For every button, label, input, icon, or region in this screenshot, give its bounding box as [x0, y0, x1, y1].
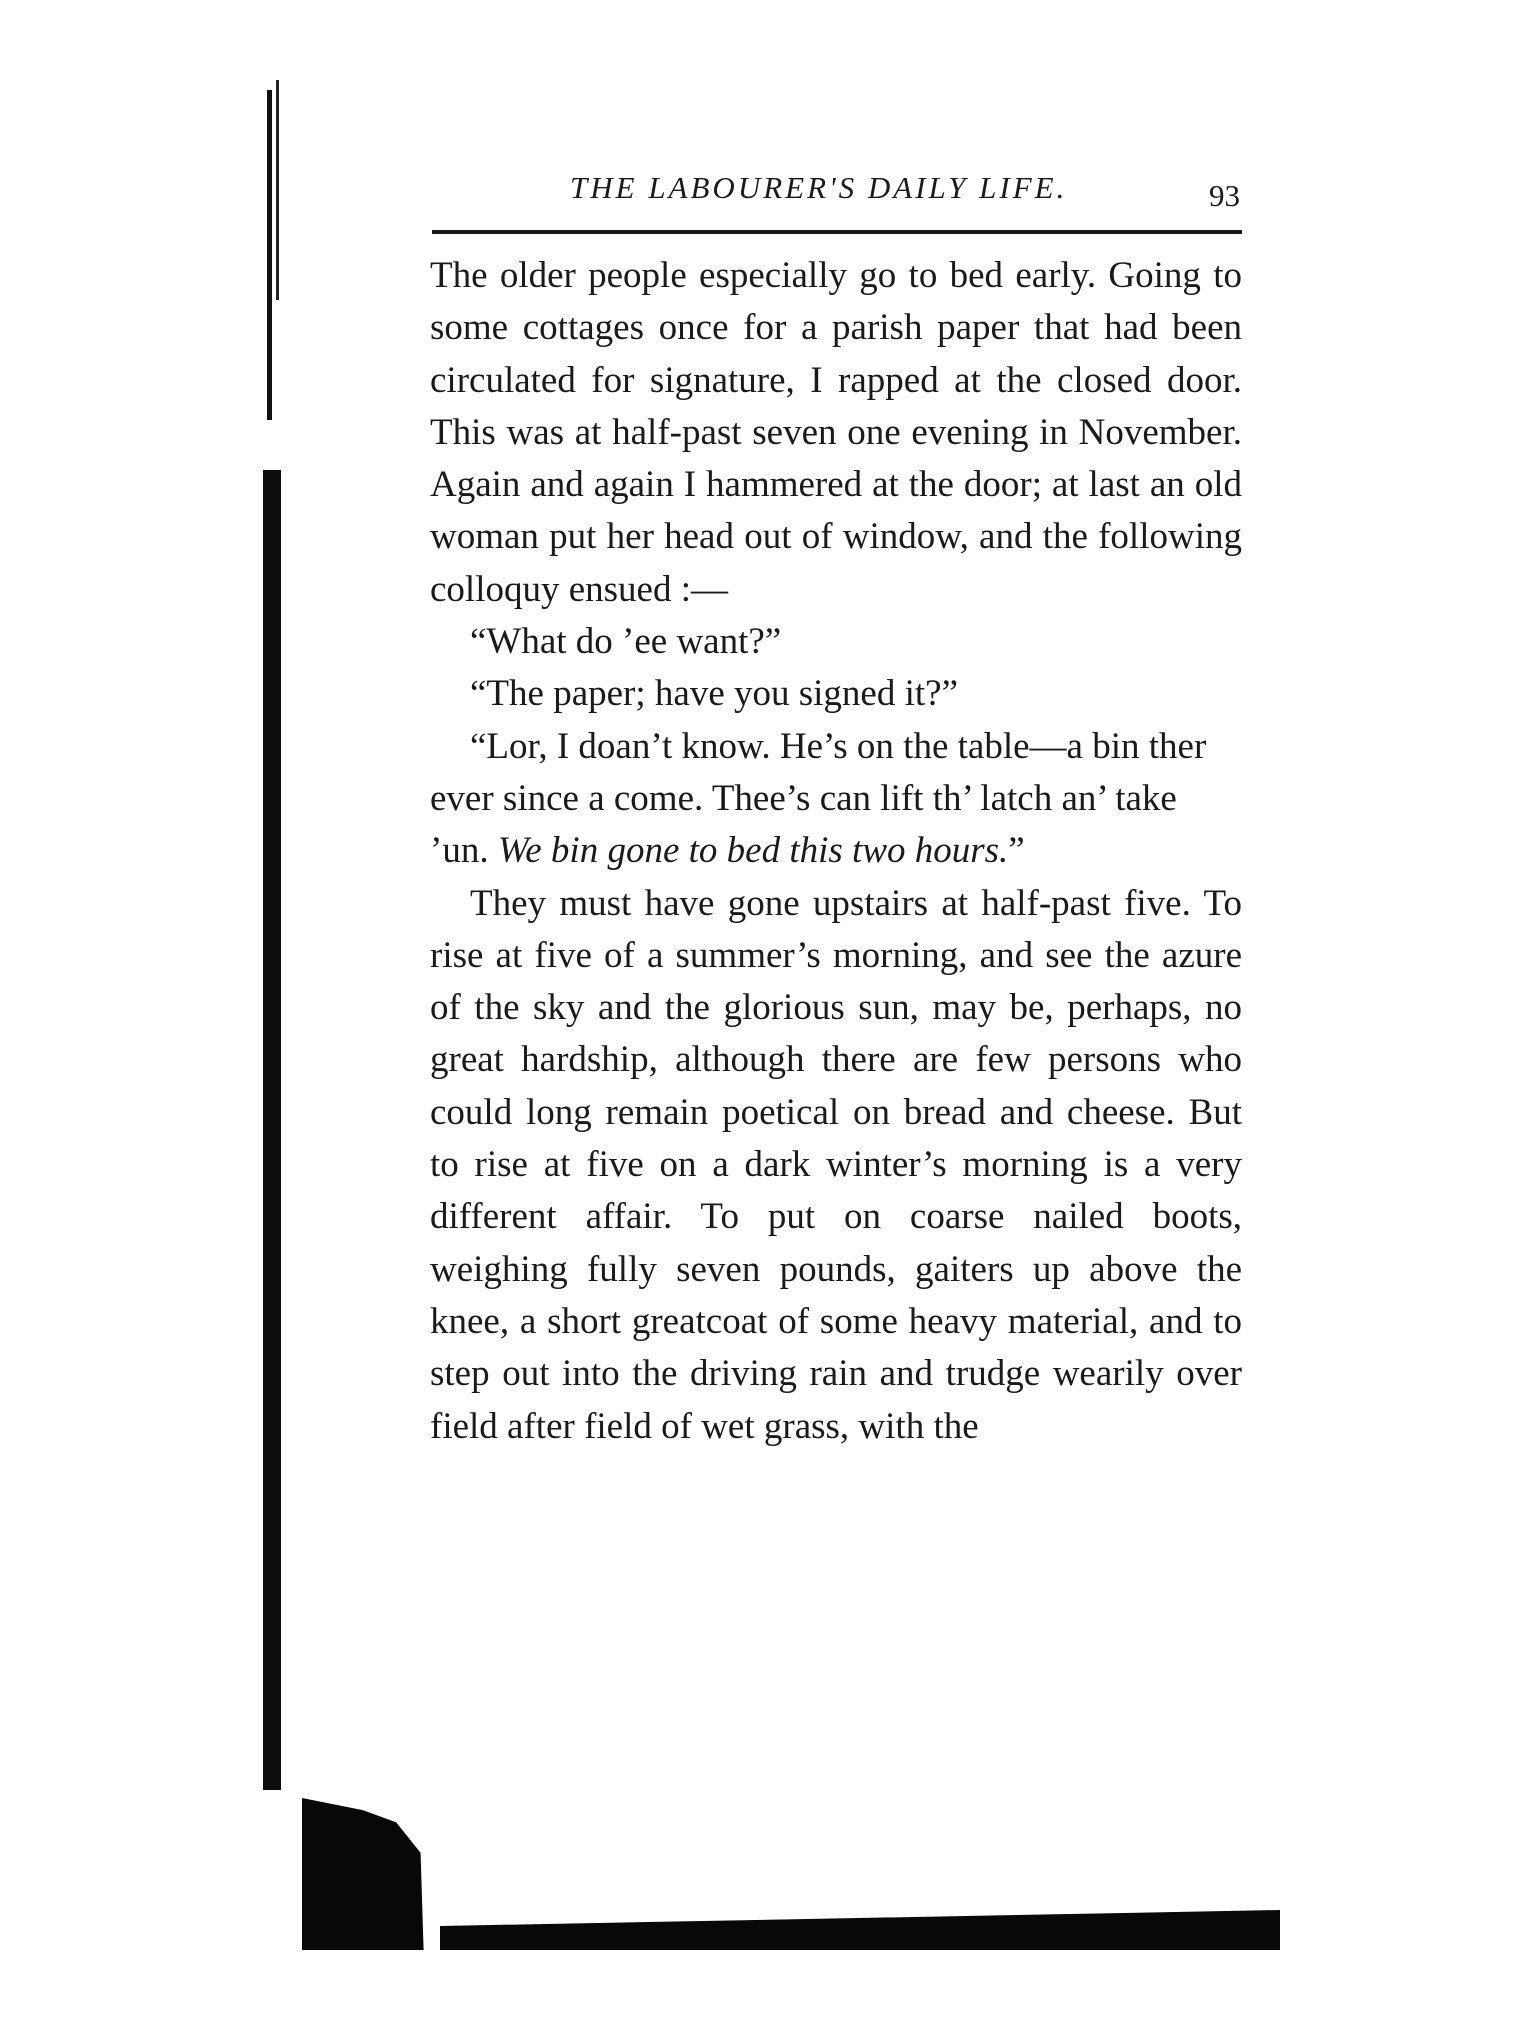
- running-head: [430, 170, 1240, 220]
- dialogue-line-3: [430, 721, 1242, 878]
- body-text: [430, 250, 1242, 1453]
- binding-edge-shadow-secondary: [276, 80, 279, 300]
- dialogue-line-2: “The paper; have you signed it?”: [470, 673, 958, 715]
- paragraph-2: They must have gone upstairs at half-past five. To rise at five of a summer’s morning, and see the azure of the sky and the glorious sun, may be, perhaps, no great hardship, although there are few persons who could long remain poetical on bread and cheese. But to rise at five on a dark winter’s morning is a very different affair. To put on coarse nailed boots, weighing fully seven pounds, gaiters up above the knee, a short greatcoat of some heavy material, and to step out into the driving rain and trudge wearily over field after field of wet grass, with the: [430, 882, 1242, 1447]
- dialogue-line-1: “What do ’ee want?”: [470, 621, 782, 663]
- paragraph-1: The older people especially go to bed early. Going to some cottages once for a parish paper that had been circulated for signature, I rapped at the closed door. This was at half-past seven one evening in November. Again and again I hammered at the door; at last an old woman put her head out of window, and the following colloquy ensued :—: [430, 255, 1242, 610]
- dialogue-line-3-text: “Lor, I doan’t know. He’s on the table—a bin ther ever since a come. Thee’s can lift th’ latch an’ take ’un.: [430, 725, 1207, 872]
- header-rule: [432, 230, 1242, 234]
- binding-edge-dark-strip: [263, 470, 281, 1790]
- dialogue-line-3-close-quote: ”: [1008, 830, 1025, 872]
- page-number: 93: [1209, 178, 1240, 213]
- binding-edge-shadow: [267, 90, 272, 420]
- dialogue-line-3-italic: We bin gone to bed this two hours.: [497, 830, 1009, 872]
- scan-shadow-bottom-edge: [440, 1910, 1280, 1950]
- scan-shadow-corner: [302, 1798, 454, 1950]
- running-title: THE LABOURER'S DAILY LIFE.: [570, 170, 1068, 205]
